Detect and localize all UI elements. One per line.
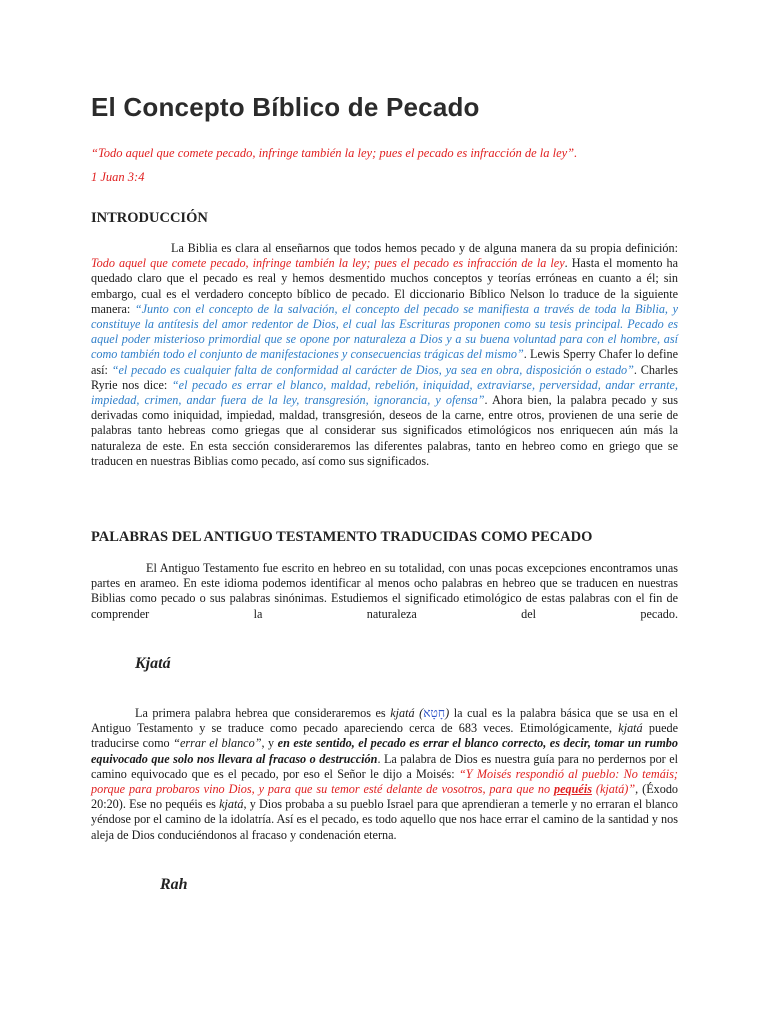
kjata-text: , (Éxodo 20:20). Ese no pequéis es	[91, 782, 679, 812]
kjata-text: . La palabra de Dios es nuestra guía para no perdernos por el camino equivocado que es el pecado, por eso el Señor le dijo a Moisés:	[91, 751, 678, 781]
kjata-paragraph	[91, 706, 678, 843]
ryrie-quote: “el pecado es errar el blanco, maldad, rebelión, iniquidad, extraviarse, perversidad, andar errante, impiedad, crimen, andar fuera de la ley, transgresión, ignorancia, y ofensa”	[91, 377, 678, 408]
kjata-bold-phrase: en este sentido, el pecado es errar el blanco correcto, es decir, tomar un rumbo equivocado que solo nos llevara al fracaso o destrucción	[91, 736, 678, 766]
epigraph-quote: “Todo aquel que comete pecado, infringe también la ley; pues el pecado es infracción de la ley”.	[91, 146, 578, 160]
kjata-text: La primera palabra hebrea que consideraremos es	[135, 706, 391, 720]
subheading-kjata: Kjatá	[135, 655, 171, 672]
kjata-text: puede traducirse como	[91, 721, 678, 751]
intro-text: . Hasta el momento ha quedado claro que el pecado es real y hemos desmentido muchos conceptos y teorías erróneas en cuanto a él; sin embargo, cual es el verdadero concepto bíblico de pecado. El diccionario Bíblico Nelson lo traduce de la siguiente manera:	[91, 256, 678, 316]
intro-paragraph	[91, 241, 678, 469]
kjata-term: kjatá	[618, 721, 643, 736]
hebrew-word: חָטָא	[423, 706, 446, 720]
kjata-meaning: “errar el blanco”	[173, 736, 262, 751]
kjata-text: )	[445, 706, 450, 720]
epigraph-reference: 1 Juan 3:4	[91, 170, 145, 184]
exodus-quote-end: (kjatá)”	[591, 782, 636, 797]
intro-text: . Lewis Sperry Chafer lo define así:	[91, 347, 679, 377]
exodus-quote: “Y Moisés respondió al pueblo: No temáis; porque para probaros vino Dios, y para que su temor esté delante de vosotros, para que no	[91, 766, 678, 797]
intro-text: . Charles Ryrie nos dice:	[91, 362, 678, 392]
antiguo-testamento-paragraph: El Antiguo Testamento fue escrito en hebreo en su totalidad, con unas pocas excepciones encontramos unas partes en arameo. En este idioma podemos identificar al menos ocho palabras en hebreo que se traducen en nuestras Biblias como pecado o sus palabras sinónimas. Estudiemos el significado etimológico de estas palabras con el fin de comprender la naturaleza del pecado.	[91, 561, 678, 621]
nelson-quote: “Junto con el concepto de la salvación, el concepto del pecado se manifiesta a través de toda la Biblia, y constituye la antítesis del amor redentor de Dios, el cual las Escrituras proponen como su tesis principal. Pecado es aquel poder misterioso primordial que se opone por naturaleza a Dios y a su buena voluntad para con el hombre, así como también todo el conjunto de manifestaciones y consecuencias trágicas del mismo”	[91, 301, 678, 362]
page-title: El Concepto Bíblico de Pecado	[91, 92, 480, 122]
section-heading-introduccion: INTRODUCCIÓN	[91, 210, 208, 226]
section-heading-antiguo-testamento: PALABRAS DEL ANTIGUO TESTAMENTO TRADUCIDAS COMO PECADO	[91, 529, 593, 545]
kjata-term: kjatá	[219, 797, 244, 812]
kjata-text: , y Dios probaba a su pueblo Israel para que aprendieran a temerle y no erraran el blanco yéndose por el camino de la idolatría. Así es el pecado, es todo aquello que nos hace errar el camino de la santidad y nos aleja de Dios conduciéndonos al fracaso y condenación eterna.	[91, 797, 678, 842]
subheading-rah: Rah	[160, 876, 188, 893]
pequeis-word: pequéis	[554, 782, 592, 797]
kjata-text: , y	[261, 736, 278, 751]
intro-text: . Ahora bien, la palabra pecado y sus derivadas como iniquidad, impiedad, maldad, transgresión, deseos de la carne, entre otros, provienen de una serie de palabras tanto hebreas como griegas que al considerar sus significados etimológicos nos enriquecen aún más la naturaleza de este. En esta sección consideraremos las diferentes palabras, tanto en hebreo como en griego que se traducen en nuestras Biblias como pecado, así como sus significados.	[91, 393, 678, 468]
kjata-term: kjatá	[390, 706, 415, 720]
kjata-text: (	[414, 706, 424, 720]
intro-text: La Biblia es clara al enseñarnos que todos hemos pecado y de alguna manera da su propia definición:	[171, 241, 678, 255]
intro-verse-quote: Todo aquel que comete pecado, infringe también la ley; pues el pecado es infracción de la ley	[91, 256, 565, 271]
kjata-text: la cual es la palabra básica que se usa en el Antiguo Testamento y se traduce como pecado apareciendo cerca de 683 veces. Etimológicamente,	[91, 706, 678, 736]
chafer-quote: “el pecado es cualquier falta de conformidad al carácter de Dios, ya sea en obra, disposición o estado”	[111, 362, 634, 377]
